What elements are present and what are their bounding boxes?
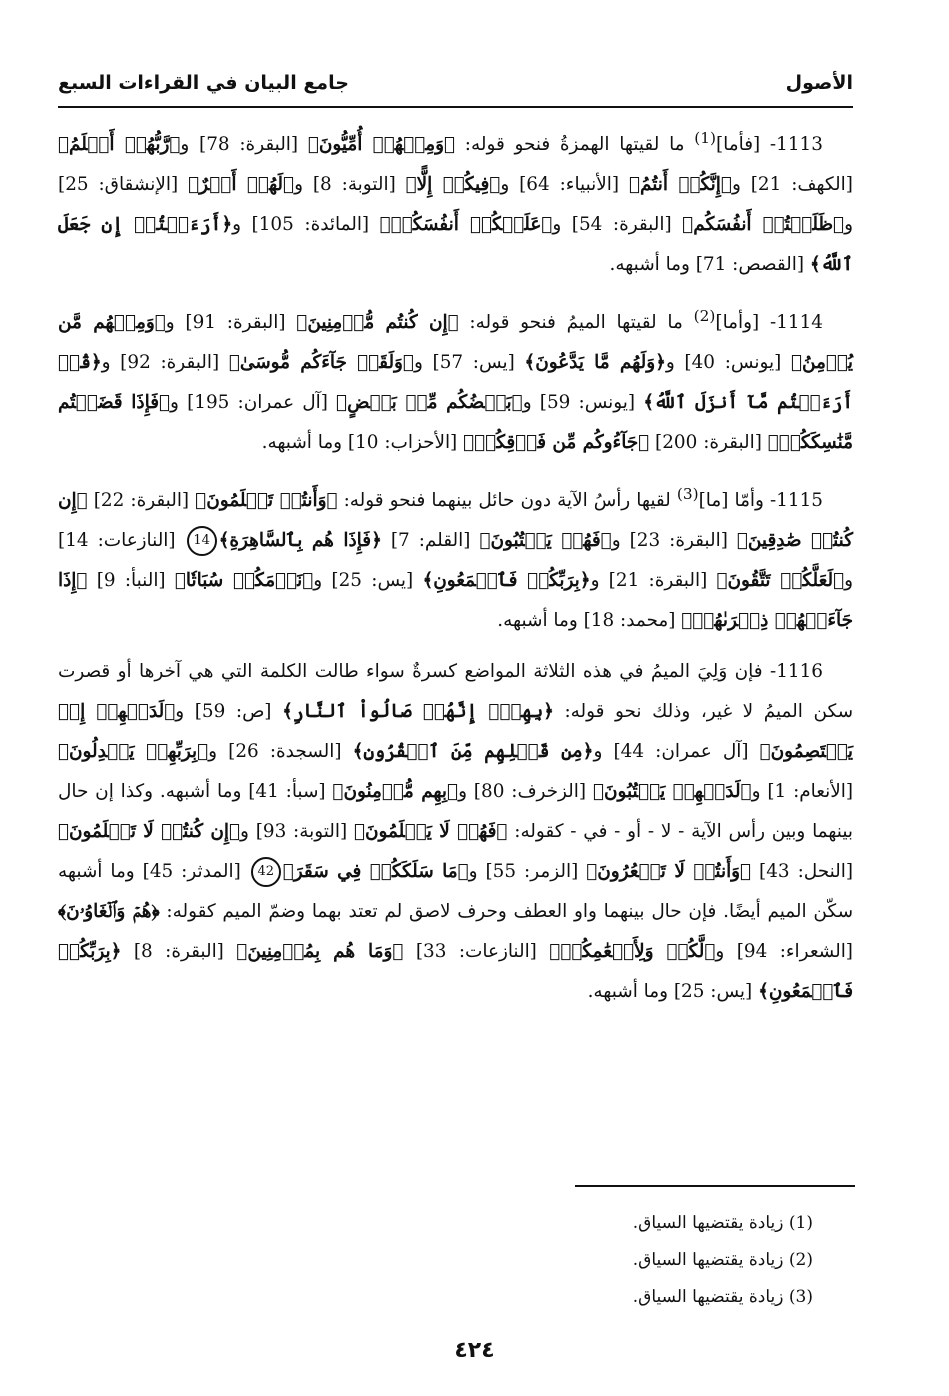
body-text: [النحل: 43] [751,861,854,883]
footnotes [633,1205,813,1316]
body-text: ما لقيتها الميمُ فنحو قوله: [458,312,694,334]
quran-quote: ﴿ظَلَمۡتُمۡ أَنفُسَكُم﴾ [682,214,845,236]
body-text: [سبأ: 41] وما أشبهه. وكذا إن حال بينهما وبين رأس الآية - لا - أو - في - كقوله: [58,781,853,843]
footnote-3: (3) زيادة يقتضيها السياق. [632,1287,813,1307]
quran-quote: ﴿لَعَلَّكُمۡ تَتَّقُونَ﴾ [716,570,845,592]
quran-quote: ﴿فَإِذَا هُم بِٱلسَّاهِرَةِ﴾ [218,530,382,552]
quran-quote: ﴿وَلَقَدۡ جَآءَكُم مُّوسَىٰ﴾ [228,352,414,374]
body-text: [يونس: 59] و [522,392,644,414]
footnote-divider [575,1185,855,1187]
paragraph-1116 [58,652,853,1012]
body-text: [المدثر: 45] وما أشبهه سكّن الميم أيضًا. فإن حال بينهما واو العطف وحرف لاصق لم تعتد بهما وضمّ الميم كقوله: [58,861,853,923]
body-text: [المائدة: 105] و [232,214,380,236]
footnote-1: (1) زيادة يقتضيها السياق. [632,1213,813,1233]
quran-quote: ﴿بِهِمۡۚ إِنَّهُمۡ صَالُواْ ٱلنَّارِ﴾ [282,701,554,723]
page-number: ٤٢٤ [454,1338,495,1363]
quran-quote: ﴿لَّكُمۡ وَلِأَنۡعَٰمِكُمۡ﴾ [549,941,716,963]
quran-quote: ﴿بِرَبِّهِمۡ يَعۡدِلُونَ﴾ [58,741,209,763]
quran-quote: ﴿نَوۡمَكُمۡ سُبَاتٗا﴾ [174,570,314,592]
body-text: [آل عمران: 44] و [593,741,760,763]
body-text: [البقرة: 21] و [590,570,717,592]
body-text: [النازعات: 14] و [58,530,854,592]
body-text: [الأنعام: 1] و [751,781,854,803]
quran-quote: ﴿وَمِنۡهُمۡ أُمِّيُّونَ﴾ [307,134,456,156]
quran-quote: ﴿لَدَيۡهِمۡ إِذۡ يَخۡتَصِمُونَ﴾ [58,701,854,763]
main-text [58,118,853,1012]
body-text: [البقرة: 22] [87,490,196,512]
quran-quote: ﴿جَآءُوكُم مِّن فَوۡقِكُمۡ﴾ [463,432,650,454]
quran-quote: ﴿وَمَا هُم بِمُؤۡمِنِينَ﴾ [236,941,404,963]
quran-quote: ﴿فَهُمۡ يَكۡتُبُونَ﴾ [479,530,612,552]
quran-quote: ﴿فَإِذَا قَضَيۡتُم مَّنَٰسِكَكُمۡ﴾ [58,392,853,454]
quran-quote: ﴿إِن كُنتُم مُّؤۡمِنِينَ﴾ [296,312,459,334]
body-text: [الأحزاب: 10] وما أشبهه. [261,432,464,454]
quran-quote: ﴿هُمۡ وَٱلۡغَاوُۥنَ﴾ [58,901,160,923]
body-text: [البقرة: 78] و [180,134,308,156]
quran-quote: ﴿مَا سَلَكَكُمۡ فِي سَقَرَ﴾ [282,861,469,883]
footnote-2: (2) زيادة يقتضيها السياق. [632,1250,813,1270]
body-text: [السجدة: 26] و [208,741,353,763]
body-text: [يس: 25] و [313,570,423,592]
quran-quote: ﴿رَّبُّهُمۡ أَعۡلَمُ﴾ [58,134,181,156]
body-text: [الأنبياء: 64] و [500,174,629,196]
quran-quote: ﴿وَأَنتُمۡ تَعۡلَمُونَ﴾ [195,490,338,512]
quran-quote: ﴿وَلَهُم مَّا يَدَّعُونَ﴾ [524,352,666,374]
body-text: 1115- وأمّا [ما] [698,490,824,512]
quran-quote: ﴿بِرَبِّكُمۡ فَٱسۡمَعُونِ﴾ [422,570,591,592]
body-text: [يونس: 40] و [665,352,791,374]
quran-quote: ﴿بَعۡضُكُم مِّنۢ بَعۡضٍ﴾ [336,392,523,414]
footnote-ref: (3) [676,485,699,504]
body-text: ما لقيتها الهمزةُ فنحو قوله: [455,134,695,156]
body-text: [القلم: 7] [381,530,480,552]
quran-quote: ﴿بِهِم مُّؤۡمِنُونَ﴾ [332,781,459,803]
book-title: جامع البيان في القراءات السبع [58,72,349,94]
paragraph-1114 [58,296,853,463]
paragraph-1115 [58,474,853,641]
quran-quote: ﴿بِرَبِّكُمۡ فَٱسۡمَعُونِ﴾ [58,941,853,1003]
body-text: [النازعات: 33] [403,941,550,963]
paragraph-1113 [58,118,853,285]
body-text: [محمد: 18] وما أشبهه. [497,610,682,632]
body-text: [الزخرف: 80] و [458,781,593,803]
body-text: [البقرة: 91] و [165,312,297,334]
quran-quote: ﴿مِن قَبۡلِهِم مِّنَ ٱلۡقُرُونِ﴾ [352,741,594,763]
body-text: [الإنشقاق: 25] و [58,174,853,236]
quran-quote: ﴿إِذَا جَآءَتۡهُمۡ ذِكۡرَىٰهُمۡ﴾ [58,570,853,632]
body-text: [الزمر: 55] و [468,861,587,883]
body-text: [البقرة: 54] و [552,214,683,236]
quran-quote: ﴿فِيكُمۡ إِلًّا﴾ [405,174,501,196]
quran-quote: ﴿قُلۡ أَرَءَيۡتُم مَّآ أَنزَلَ ٱللَّهُ﴾ [58,352,854,414]
body-text: [الشعراء: 94] و [715,941,853,963]
running-header [58,66,853,108]
body-text: 1116- فإن وَلِيَ الميمُ في هذه الثلاثة المواضع كسرةٌ سواء طالت الكلمة التي هي آخرها أو قصرت سكن الميمُ لا غير، وذلك نحو قوله: [58,661,854,723]
verse-number-marker: 42 [251,857,281,887]
chapter-title: الأصول [785,72,853,94]
quran-quote: ﴿إِن كُنتُمۡ لَا تَعۡلَمُونَ﴾ [58,821,241,843]
body-text: [التوبة: 8] و [294,174,406,196]
body-text: [يس: 57] و [413,352,525,374]
body-text: 1114- [وأما] [715,312,823,334]
body-text: [البقرة: 92] و [101,352,229,374]
body-text: [البقرة: 8] [121,941,237,963]
quran-quote: ﴿فَهُمۡ لَا يَعۡلَمُونَ﴾ [353,821,508,843]
body-text: [آل عمران: 195] و [170,392,337,414]
quran-quote: ﴿أَرَءَيۡتُمۡ إِن جَعَلَ ٱللَّهُ﴾ [58,214,853,276]
body-text: [النبأ: 9] [87,570,175,592]
body-text: [القصص: 71] وما أشبهه. [609,254,810,276]
body-text: [الكهف: 21] و [731,174,853,196]
body-text: [يس: 25] وما أشبهه. [587,981,759,1003]
quran-quote: ﴿لَهُمۡ أَجۡرٌ﴾ [188,174,295,196]
body-text: لقيها رأسُ الآية دون حائل بينهما فنحو قوله: [337,490,677,512]
body-text: [البقرة: 23] و [611,530,737,552]
body-text: [البقرة: 200] [649,432,768,454]
quran-quote: ﴿عَلَيۡكُمۡ أَنفُسَكُمۡ﴾ [379,214,553,236]
quran-quote: ﴿لَدَيۡهِمۡ يَكۡتُبُونَ﴾ [592,781,752,803]
quran-quote: ﴿وَأَنتُمۡ لَا تَشۡعُرُونَ﴾ [586,861,752,883]
footnote-ref: (2) [693,307,716,326]
quran-quote: ﴿إِن كُنتُمۡ صَٰدِقِينَ﴾ [58,490,853,552]
body-text: 1113- [فأما] [716,134,823,156]
quran-quote: ﴿وَمِنۡهُم مَّن يُؤۡمِنُ﴾ [58,312,854,374]
footnote-ref: (1) [694,129,716,147]
body-text: [ص: 59] و [175,701,283,723]
verse-number-marker: 14 [187,526,217,556]
body-text: [التوبة: 93] و [240,821,354,843]
quran-quote: ﴿إِنَّكُمۡ أَنتُمُ﴾ [628,174,732,196]
